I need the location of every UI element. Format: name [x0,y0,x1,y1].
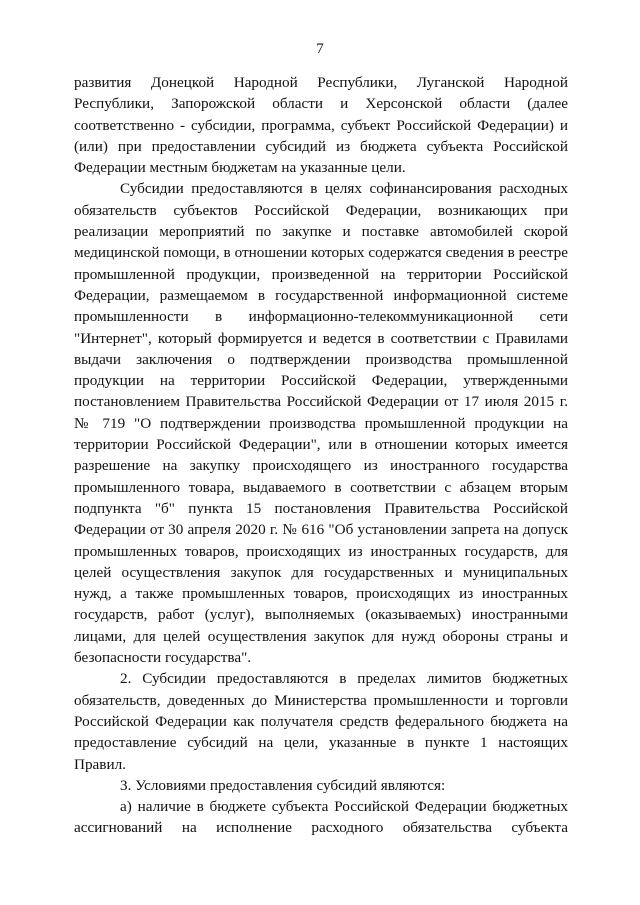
paragraph-continuation: развития Донецкой Народной Республики, Луганской Народной Республики, Запорожской области и Херсонской области (далее соответственно - субсидии, программа, субъект Российской Федерации) и (или) при предоставлении субсидий из бюджета субъекта Российской Федерации местным бюджетам на указанные цели. [74,74,568,177]
page-number: 7 [316,41,324,57]
paragraph-item-2: 2. Субсидии предоставляются в пределах лимитов бюджетных обязательств, доведенных до Министерства промышленности и торговли Российской Федерации как получателя средств федерального бюджета на предоставление субсидий на цели, указанные в пункте 1 настоящих Правил. [74,670,568,773]
document-body [74,72,568,839]
paragraph-item-3: 3. Условиями предоставления субсидий являются: [120,776,446,794]
paragraph-item-3a: а) наличие в бюджете субъекта Российской Федерации бюджетных ассигнований на исполнение расходного обязательства субъекта [74,798,568,837]
paragraph-subsidy-purpose: Субсидии предоставляются в целях софинансирования расходных обязательств субъектов Российской Федерации, возникающих при реализации мероприятий по закупке и поставке автомобилей скорой медицинской помощи, в отношении которых содержатся сведения в реестре промышленной продукции, произведенной на территории Российской Федерации, размещаемом в государственной информационной системе промышленности в информационно-телекоммуникационной сети "Интернет", который формируется и ведется в соответствии с Правилами выдачи заключения о подтверждении производства промышленной продукции на территории Российской Федерации, утвержденными постановлением Правительства Российской Федерации от 17 июля 2015 г. № 719 "О подтверждении производства промышленной продукции на территории Российской Федерации", или в отношении которых имеется разрешение на закупку происходящего из иностранного государства промышленного товара, выдаваемого в соответствии с абзацем вторым подпункта "б" пункта 15 постановления Правительства Российской Федерации от 30 апреля 2020 г. № 616 "Об установлении запрета на допуск промышленных товаров, происходящих из иностранных государств, для целей осуществления закупок для государственных и муниципальных нужд, а также промышленных товаров, происходящих из иностранных государств, работ (услуг), выполняемых (оказываемых) иностранными лицами, для целей осуществления закупок для нужд обороны страны и безопасности государства". [74,180,568,667]
